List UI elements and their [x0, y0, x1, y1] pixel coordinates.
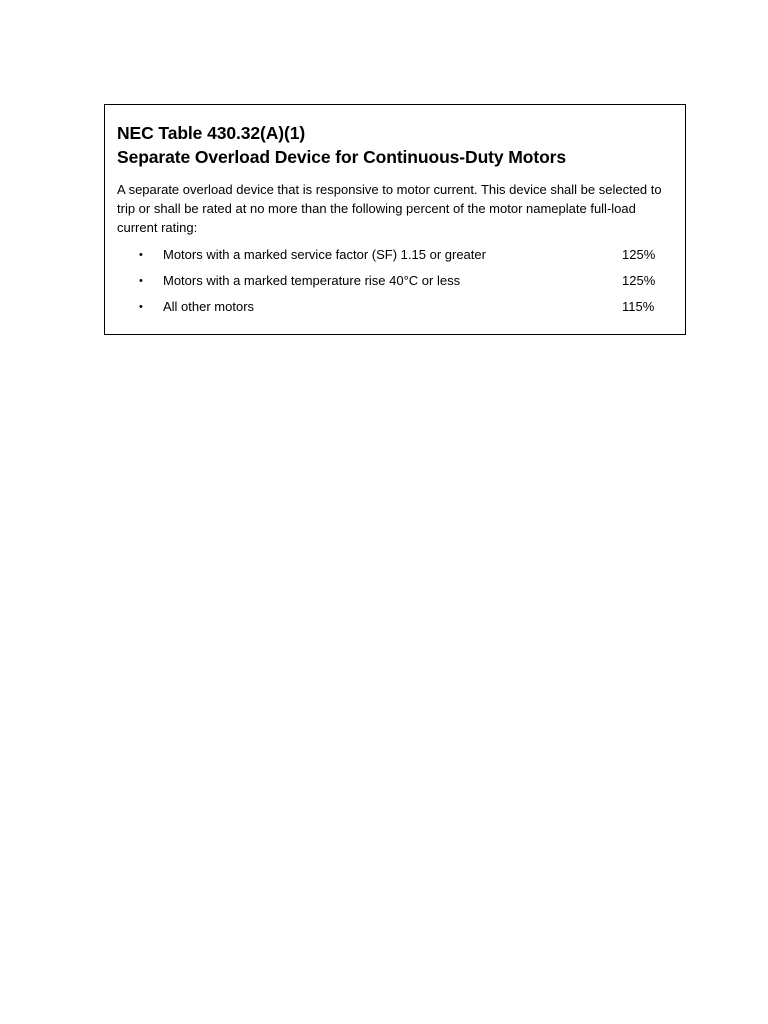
intro-paragraph: A separate overload device that is responsive to motor current. This device shall be selected to trip or shall be rated at no more than the following percent of the motor nameplate full-load current rating: — [117, 182, 662, 235]
list-item-value: 115% — [622, 299, 655, 314]
bullet-icon: • — [139, 249, 143, 261]
motor-percent-list — [117, 242, 673, 320]
table-title: NEC Table 430.32(A)(1) — [117, 123, 306, 143]
bullet-icon: • — [139, 301, 143, 313]
list-item-label: All other motors — [163, 299, 255, 314]
list-item-value: 125% — [622, 273, 656, 288]
list-item-label: Motors with a marked temperature rise 40°C or less — [163, 273, 461, 288]
nec-table-box — [104, 104, 686, 335]
list-item-value: 125% — [622, 247, 656, 262]
list-item — [117, 294, 673, 320]
bullet-icon: • — [139, 275, 143, 287]
list-item-label: Motors with a marked service factor (SF) 1.15 or greater — [163, 247, 486, 262]
list-item — [117, 242, 673, 268]
table-subtitle: Separate Overload Device for Continuous-Duty Motors — [117, 147, 567, 167]
list-item — [117, 268, 673, 294]
